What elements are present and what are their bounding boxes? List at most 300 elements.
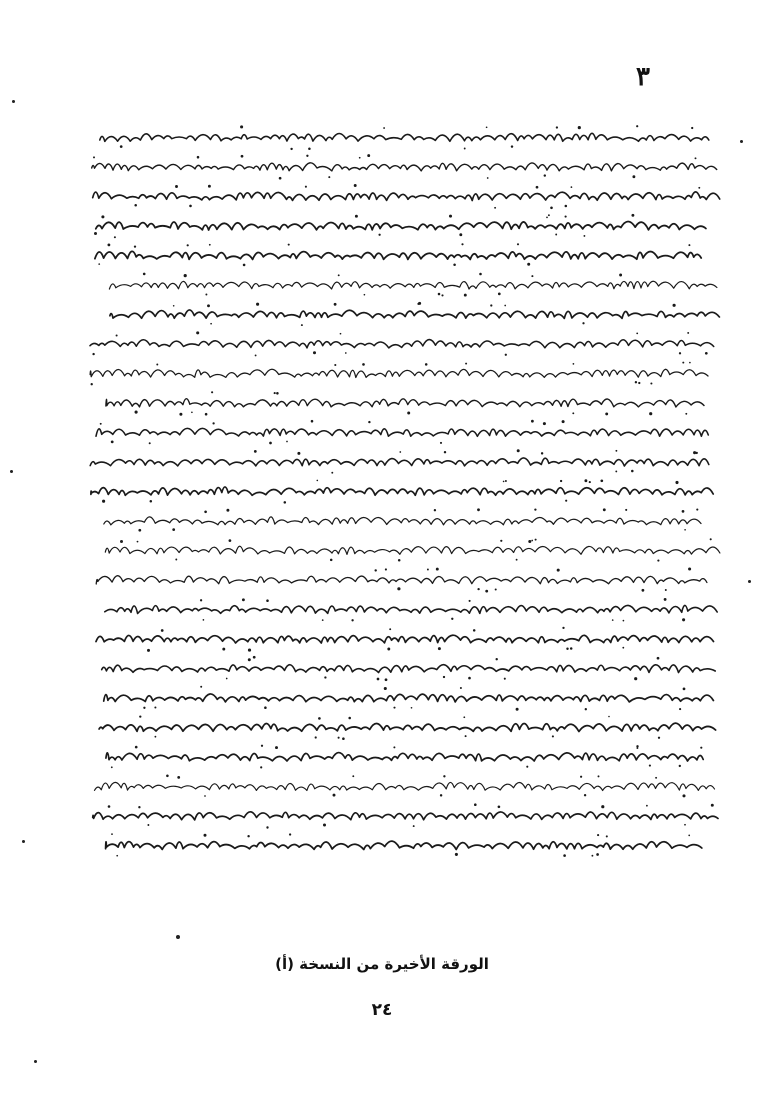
diacritic-dot: [154, 706, 156, 708]
diacritic-dot: [657, 560, 659, 562]
diacritic-dot: [555, 234, 557, 236]
diacritic-dot: [528, 540, 531, 543]
margin-speck: [94, 232, 97, 235]
diacritic-dot: [111, 441, 114, 444]
diacritic-dot: [535, 539, 537, 541]
manuscript-line: [95, 782, 715, 790]
diacritic-dot: [266, 826, 268, 828]
diacritic-dot: [649, 765, 651, 767]
diacritic-dot: [311, 420, 314, 423]
diacritic-dot: [147, 649, 150, 652]
diacritic-dot: [673, 304, 676, 307]
diacritic-dot: [254, 450, 257, 453]
diacritic-dot: [684, 529, 686, 531]
diacritic-dot: [338, 274, 340, 276]
diacritic-dot: [658, 737, 660, 739]
diacritic-dot: [684, 824, 686, 826]
diacritic-dot: [650, 382, 652, 384]
diacritic-dot: [398, 559, 401, 562]
diacritic-dot: [563, 854, 566, 857]
diacritic-dot: [552, 735, 554, 737]
diacritic-dot: [544, 174, 546, 176]
manuscript-line: [110, 310, 720, 318]
manuscript-line: [93, 812, 718, 820]
diacritic-dot: [443, 676, 445, 678]
diacritic-dot: [612, 619, 614, 621]
diacritic-dot: [175, 559, 177, 561]
diacritic-dot: [328, 176, 330, 178]
diacritic-dot: [440, 794, 442, 796]
diacritic-dot: [649, 412, 652, 415]
manuscript-line: [96, 635, 714, 643]
diacritic-dot: [377, 678, 380, 681]
diacritic-dot: [636, 745, 638, 747]
diacritic-dot: [143, 273, 146, 276]
diacritic-dot: [134, 245, 136, 247]
diacritic-dot: [383, 127, 385, 129]
diacritic-dot: [364, 294, 366, 296]
diacritic-dot: [688, 244, 690, 246]
margin-speck: [748, 580, 751, 583]
page-caption: الورقة الأخيرة من النسخة (أ): [275, 955, 489, 973]
diacritic-dot: [209, 244, 211, 246]
diacritic-dot: [688, 567, 691, 570]
diacritic-dot: [622, 647, 624, 649]
diacritic-dot: [526, 766, 528, 768]
diacritic-dot: [598, 775, 600, 777]
diacritic-dot: [207, 304, 210, 307]
diacritic-dot: [210, 323, 212, 325]
diacritic-dot: [562, 627, 564, 629]
diacritic-dot: [504, 305, 506, 307]
diacritic-dot: [584, 794, 586, 796]
diacritic-dot: [397, 587, 400, 590]
diacritic-dot: [636, 125, 638, 127]
diacritic-dot: [696, 509, 698, 511]
diacritic-dot: [243, 264, 246, 267]
diacritic-dot: [631, 214, 634, 217]
diacritic-dot: [495, 588, 497, 590]
diacritic-dot: [464, 148, 466, 150]
manuscript-line: [105, 605, 717, 613]
diacritic-dot: [468, 677, 471, 680]
diacritic-dot: [247, 835, 249, 837]
manuscript-line: [95, 251, 701, 259]
diacritic-dot: [241, 155, 244, 158]
manuscript-line: [93, 192, 720, 201]
diacritic-dot: [536, 186, 539, 189]
diacritic-dot: [638, 382, 640, 384]
diacritic-dot: [573, 363, 575, 365]
diacritic-dot: [275, 746, 278, 749]
diacritic-dot: [565, 205, 568, 208]
diacritic-dot: [705, 352, 708, 355]
diacritic-dot: [134, 204, 137, 207]
manuscript-line: [99, 723, 716, 731]
diacritic-dot: [393, 746, 395, 748]
diacritic-dot: [546, 217, 548, 219]
diacritic-dot: [279, 177, 282, 180]
manuscript-line: [91, 487, 713, 495]
diacritic-dot: [411, 707, 413, 709]
diacritic-dot: [226, 509, 229, 512]
diacritic-dot: [565, 216, 567, 218]
diacritic-dot: [264, 706, 267, 709]
diacritic-dot: [330, 559, 333, 562]
diacritic-dot: [93, 156, 95, 158]
diacritic-dot: [334, 303, 337, 306]
manuscript-line: [105, 546, 720, 554]
margin-speck: [10, 470, 13, 473]
diacritic-dot: [556, 126, 558, 128]
margin-speck: [22, 840, 25, 843]
diacritic-dot: [203, 619, 205, 621]
diacritic-dot: [114, 236, 116, 238]
diacritic-dot: [413, 825, 415, 827]
diacritic-dot: [399, 451, 401, 453]
diacritic-dot: [161, 629, 164, 632]
diacritic-dot: [465, 363, 467, 365]
diacritic-dot: [585, 708, 587, 710]
diacritic-dot: [601, 805, 604, 808]
diacritic-dot: [229, 539, 232, 542]
diacritic-dot: [355, 215, 358, 218]
diacritic-dot: [436, 568, 439, 571]
diacritic-dot: [137, 541, 139, 543]
diacritic-dot: [274, 392, 276, 394]
diacritic-dot: [632, 175, 635, 178]
diacritic-dot: [646, 805, 648, 807]
diacritic-dot: [286, 441, 288, 443]
diacritic-dot: [679, 352, 681, 354]
diacritic-dot: [417, 303, 419, 305]
diacritic-dot: [516, 559, 518, 561]
diacritic-dot: [534, 508, 536, 510]
diacritic-dot: [179, 413, 182, 416]
diacritic-dot: [494, 207, 496, 209]
diacritic-dot: [384, 687, 387, 690]
diacritic-dot: [359, 157, 361, 159]
manuscript-line: [109, 281, 717, 289]
diacritic-dot: [711, 804, 714, 807]
diacritic-dot: [477, 588, 479, 590]
diacritic-dot: [175, 185, 178, 188]
diacritic-dot: [205, 294, 207, 296]
diacritic-dot: [211, 391, 213, 393]
manuscript-line: [96, 428, 708, 436]
diacritic-dot: [149, 442, 151, 444]
diacritic-dot: [679, 765, 681, 767]
diacritic-dot: [597, 834, 599, 836]
diacritic-dot: [348, 717, 351, 720]
diacritic-dot: [682, 618, 685, 621]
diacritic-dot: [517, 449, 520, 452]
diacritic-dot: [154, 736, 156, 738]
manuscript-line: [92, 163, 717, 171]
diacritic-dot: [517, 243, 519, 245]
diacritic-dot: [580, 776, 582, 778]
diacritic-dot: [665, 589, 667, 591]
diacritic-dot: [172, 528, 175, 531]
diacritic-dot: [91, 383, 93, 385]
diacritic-dot: [691, 127, 693, 129]
diacritic-dot: [323, 823, 326, 826]
diacritic-dot: [543, 422, 546, 425]
diacritic-dot: [608, 716, 610, 718]
diacritic-dot: [642, 589, 645, 592]
diacritic-dot: [351, 619, 353, 621]
diacritic-dot: [560, 480, 562, 482]
diacritic-dot: [696, 452, 698, 454]
diacritic-dot: [682, 510, 685, 513]
diacritic-dot: [261, 745, 263, 747]
diacritic-dot: [485, 590, 488, 593]
margin-speck: [176, 935, 180, 939]
diacritic-dot: [562, 420, 565, 423]
diacritic-dot: [139, 715, 141, 717]
diacritic-dot: [675, 481, 678, 484]
diacritic-dot: [698, 187, 700, 189]
diacritic-dot: [297, 452, 300, 455]
diacritic-dot: [606, 835, 608, 837]
diacritic-dot: [455, 853, 458, 856]
diacritic-dot: [156, 364, 158, 366]
diacritic-dot: [685, 413, 687, 415]
diacritic-dot: [385, 678, 388, 681]
diacritic-dot: [316, 480, 318, 482]
diacritic-dot: [689, 362, 691, 364]
manuscript-line: [90, 340, 714, 348]
diacritic-dot: [374, 569, 376, 571]
diacritic-dot: [548, 214, 550, 216]
diacritic-dot: [342, 737, 345, 740]
diacritic-dot: [531, 420, 534, 423]
folio-mark: ٣: [636, 62, 650, 92]
diacritic-dot: [212, 422, 214, 424]
diacritic-dot: [550, 206, 553, 209]
diacritic-dot: [266, 599, 269, 602]
diacritic-dot: [473, 629, 476, 632]
diacritic-dot: [682, 794, 685, 797]
diacritic-dot: [205, 413, 208, 416]
manuscript-line: [100, 133, 709, 141]
diacritic-dot: [496, 658, 498, 660]
diacritic-dot: [204, 510, 207, 513]
diacritic-dot: [116, 855, 118, 857]
diacritic-dot: [589, 481, 591, 483]
diacritic-dot: [301, 324, 303, 326]
diacritic-dot: [679, 708, 681, 710]
diacritic-dot: [570, 647, 573, 650]
diacritic-dot: [583, 235, 585, 237]
diacritic-dot: [500, 540, 502, 542]
diacritic-dot: [102, 500, 105, 503]
diacritic-dot: [368, 421, 370, 423]
diacritic-dot: [340, 333, 342, 335]
diacritic-dot: [354, 184, 357, 187]
diacritic-dot: [571, 186, 573, 188]
margin-speck: [120, 540, 123, 543]
diacritic-dot: [385, 568, 387, 570]
diacritic-dot: [284, 501, 287, 504]
diacritic-dot: [333, 794, 336, 797]
diacritic-dot: [623, 620, 625, 622]
manuscript-line: [106, 841, 702, 849]
diacritic-dot: [389, 628, 391, 630]
diacritic-dot: [619, 274, 622, 277]
diacritic-dot: [260, 766, 262, 768]
diacritic-dot: [565, 500, 567, 502]
diacritic-dot: [687, 332, 689, 334]
manuscript-line: [104, 694, 714, 702]
diacritic-dot: [253, 656, 256, 659]
diacritic-dot: [440, 442, 442, 444]
diacritic-dot: [352, 775, 354, 777]
diacritic-dot: [490, 304, 492, 306]
diacritic-dot: [682, 362, 684, 364]
diacritic-dot: [248, 658, 251, 661]
diacritic-dot: [200, 599, 202, 601]
diacritic-dot: [187, 244, 189, 246]
diacritic-dot: [248, 649, 251, 652]
diacritic-dot: [147, 824, 149, 826]
diacritic-dot: [441, 294, 443, 296]
diacritic-dot: [204, 795, 206, 797]
diacritic-dot: [505, 480, 507, 482]
diacritic-dot: [116, 334, 118, 336]
diacritic-dot: [345, 352, 347, 354]
diacritic-dot: [438, 293, 441, 296]
diacritic-dot: [504, 678, 506, 680]
diacritic-dot: [208, 185, 211, 188]
diacritic-dot: [486, 126, 488, 128]
diacritic-dot: [634, 677, 637, 680]
handwritten-manuscript: [60, 120, 740, 880]
diacritic-dot: [324, 676, 326, 678]
page-number: ٢٤: [371, 1000, 393, 1020]
diacritic-dot: [459, 233, 462, 236]
diacritic-dot: [315, 736, 317, 738]
diacritic-dot: [204, 834, 207, 837]
diacritic-dot: [487, 177, 489, 179]
diacritic-dot: [474, 803, 477, 806]
diacritic-dot: [276, 392, 279, 395]
diacritic-dot: [596, 853, 599, 856]
diacritic-dot: [465, 735, 467, 737]
diacritic-dot: [453, 264, 456, 267]
diacritic-dot: [527, 263, 530, 266]
diacritic-dot: [318, 717, 321, 720]
diacritic-dot: [605, 412, 608, 415]
diacritic-dot: [449, 215, 452, 218]
diacritic-dot: [200, 686, 202, 688]
diacritic-dot: [226, 678, 228, 680]
diacritic-dot: [582, 322, 584, 324]
manuscript-line: [90, 369, 708, 377]
diacritic-dot: [438, 647, 441, 650]
diacritic-dot: [107, 243, 110, 246]
diacritic-dot: [173, 305, 175, 307]
diacritic-dot: [655, 777, 657, 779]
diacritic-dot: [177, 776, 180, 779]
diacritic-dot: [135, 746, 138, 749]
diacritic-dot: [566, 648, 568, 650]
manuscript-line: [104, 517, 701, 525]
diacritic-dot: [108, 805, 111, 808]
diacritic-dot: [688, 835, 690, 837]
diacritic-dot: [387, 648, 390, 651]
diacritic-dot: [322, 619, 324, 621]
diacritic-dot: [461, 243, 463, 245]
diacritic-dot: [393, 707, 395, 709]
diacritic-dot: [98, 263, 100, 265]
diacritic-dot: [636, 332, 638, 334]
diacritic-dot: [242, 598, 245, 601]
diacritic-dot: [498, 805, 501, 808]
diacritic-dot: [469, 600, 471, 602]
diacritic-dot: [306, 155, 308, 157]
diacritic-dot: [100, 423, 102, 425]
diacritic-dot: [460, 687, 462, 689]
diacritic-dot: [615, 450, 617, 452]
diacritic-dot: [362, 363, 365, 366]
diacritic-dot: [443, 775, 445, 777]
diacritic-dot: [710, 538, 712, 540]
diacritic-dot: [635, 381, 637, 383]
diacritic-dot: [511, 145, 513, 147]
diacritic-dot: [289, 833, 291, 835]
diacritic-dot: [572, 412, 574, 414]
diacritic-dot: [143, 707, 145, 709]
diacritic-dot: [407, 412, 410, 415]
manuscript-line: [106, 399, 704, 407]
diacritic-dot: [516, 708, 519, 711]
diacritic-dot: [505, 354, 507, 356]
diacritic-dot: [591, 855, 593, 857]
diacritic-dot: [111, 766, 113, 768]
diacritic-dot: [255, 354, 257, 356]
diacritic-dot: [197, 156, 200, 159]
diacritic-dot: [477, 508, 480, 511]
diacritic-dot: [338, 737, 340, 739]
diacritic-dot: [111, 833, 113, 835]
diacritic-dot: [451, 618, 453, 620]
diacritic-dot: [631, 470, 634, 473]
diacritic-dot: [664, 598, 667, 601]
margin-speck: [12, 100, 15, 103]
diacritic-dot: [683, 688, 686, 691]
diacritic-dot: [138, 806, 140, 808]
diacritic-dot: [695, 157, 697, 159]
diacritic-dot: [367, 154, 370, 157]
diacritic-dot: [120, 145, 123, 148]
diacritic-dot: [531, 540, 533, 542]
manuscript-line: [102, 665, 716, 673]
diacritic-dot: [240, 125, 243, 128]
diacritic-dot: [166, 775, 169, 778]
diacritic-dot: [600, 479, 603, 482]
diacritic-dot: [290, 148, 292, 150]
diacritic-dot: [603, 508, 606, 511]
diacritic-dot: [479, 273, 482, 276]
diacritic-dot: [531, 275, 533, 277]
manuscript-line: [96, 576, 707, 584]
diacritic-dot: [657, 657, 660, 660]
diacritic-dot: [150, 500, 153, 503]
diacritic-dot: [256, 303, 259, 306]
diacritic-dot: [196, 331, 199, 334]
manuscript-line: [96, 221, 706, 230]
